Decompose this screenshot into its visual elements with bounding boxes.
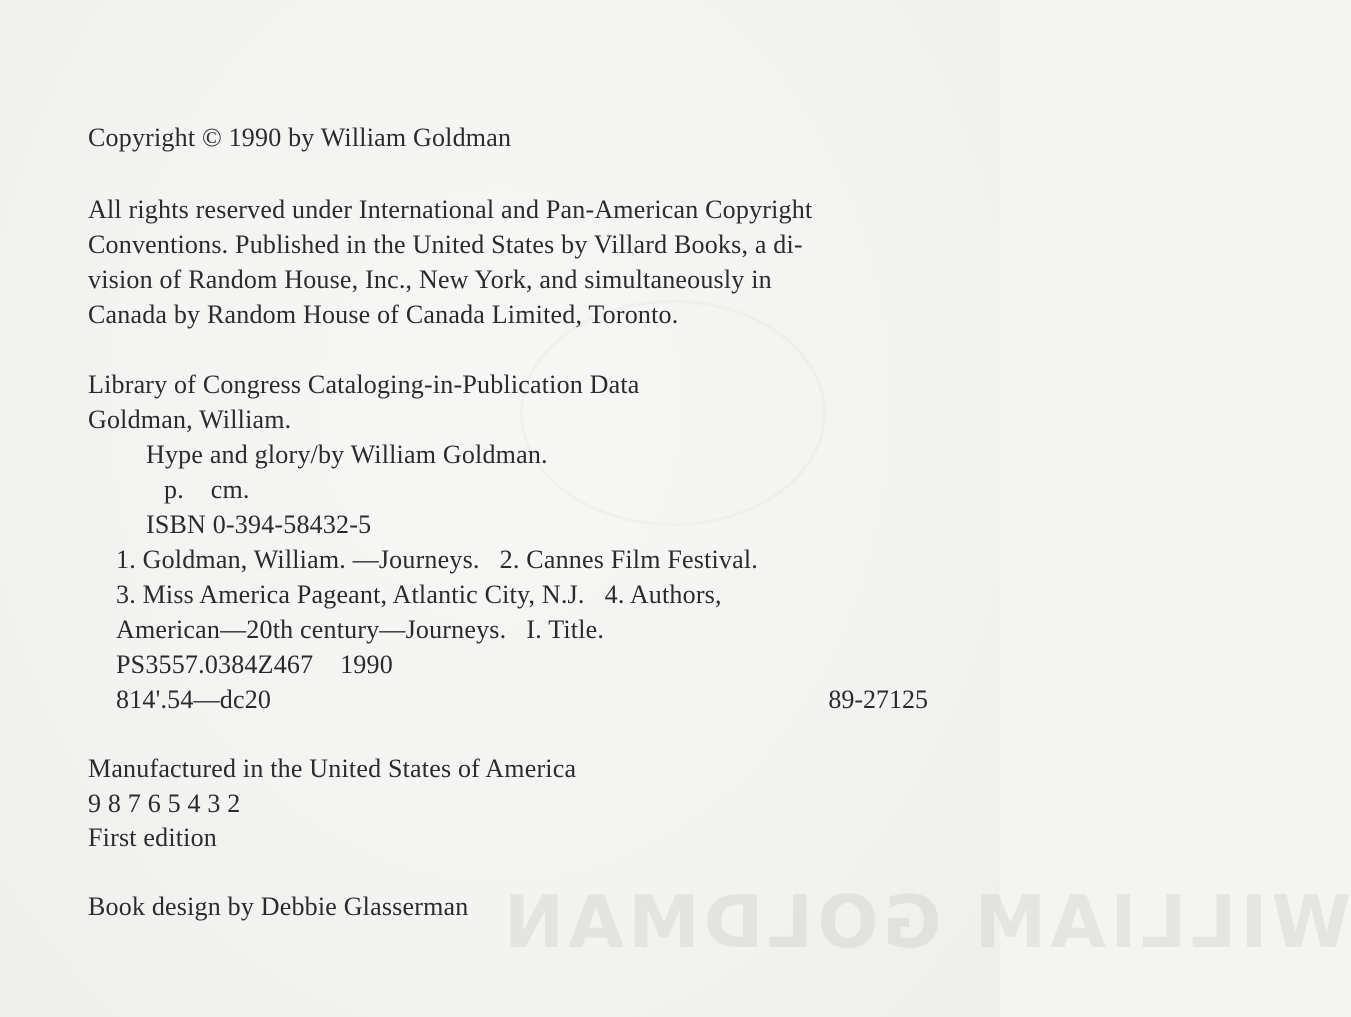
cip-pages: p. cm. <box>164 475 250 504</box>
manufacture-line: Manufactured in the United States of America <box>88 754 577 783</box>
cip-isbn: ISBN 0-394-58432-5 <box>146 510 372 539</box>
cip-subject-1: 1. Goldman, William. —Journeys. 2. Cannes Film Festival. <box>116 545 758 574</box>
cip-author: Goldman, William. <box>88 405 292 434</box>
cip-subject-2: 3. Miss America Pageant, Atlantic City, N.J. 4. Authors, <box>116 580 722 609</box>
rights-line-4: Canada by Random House of Canada Limited, Toronto. <box>88 300 679 329</box>
cip-lccn: 89-27125 <box>828 685 928 714</box>
cip-dewey: 814'.54—dc20 <box>116 685 272 714</box>
copyright-line: Copyright © 1990 by William Goldman <box>88 123 512 152</box>
edition-line: First edition <box>88 823 217 852</box>
cip-subject-3: American—20th century—Journeys. I. Title. <box>116 615 605 644</box>
rights-line-1: All rights reserved under International and Pan-American Copyright <box>88 195 813 224</box>
bleed-through-shape <box>520 300 826 526</box>
printing-line: 9 8 7 6 5 4 3 2 <box>88 789 241 818</box>
rights-line-3: vision of Random House, Inc., New York, and simultaneously in <box>88 265 772 294</box>
design-credit: Book design by Debbie Glasserman <box>88 892 469 921</box>
cip-heading: Library of Congress Cataloging-in-Publication Data <box>88 370 640 399</box>
bleed-through-text: WILLIAM GOLDMAN <box>500 880 1351 964</box>
rights-line-2: Conventions. Published in the United States by Villard Books, a di- <box>88 230 803 259</box>
cip-title: Hype and glory/by William Goldman. <box>146 440 548 469</box>
cip-lc-class: PS3557.0384Z467 1990 <box>116 650 393 679</box>
